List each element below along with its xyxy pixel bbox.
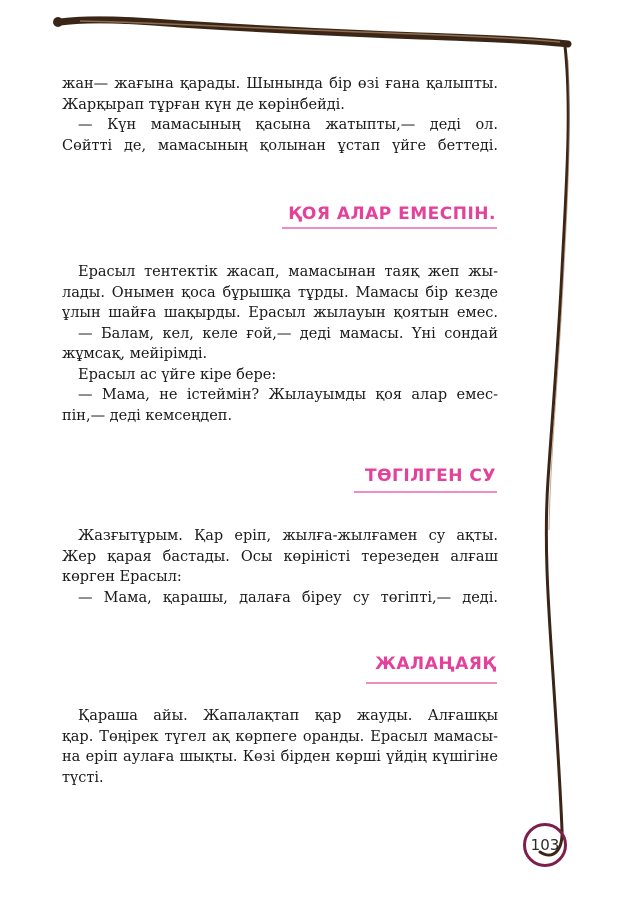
text-line: пін,— деді кемсеңдеп.: [62, 407, 233, 424]
text-line: ұлын шайға шақырды. Ерасыл жылауын қоятын емес.: [62, 305, 498, 321]
text-line: лады. Онымен қоса бұрышқа тұрды. Мамасы бір кезде: [62, 284, 498, 301]
text-line: қар. Төңірек түгел ақ көрпеге оранды. Ерасыл мамасы-: [62, 728, 498, 745]
text-line: түсті.: [62, 769, 104, 786]
text-line: Қараша айы. Жапалақтап қар жауды. Алғашқы: [78, 708, 498, 724]
text-line: Жарқырап тұрған күн де көрінбейді.: [62, 96, 345, 113]
text-line: жұмсақ, мейірімді.: [62, 346, 208, 362]
section-title: ЖАЛАҢАЯҚ: [375, 654, 496, 674]
side-stick: [546, 46, 568, 830]
title-underline: [354, 491, 497, 493]
section-title: ТӨГІЛГЕН СУ: [365, 466, 496, 486]
intro-paragraph: [62, 74, 498, 156]
text-line: Жазғытұрым. Қар еріп, жылға-жылғамен су ақты.: [78, 528, 498, 544]
title-underline: [366, 682, 497, 684]
title-underline: [282, 227, 497, 229]
page-number: 103: [523, 823, 567, 867]
section-title: ҚОЯ АЛАР ЕМЕСПІН.: [288, 204, 496, 224]
section-paragraph: [62, 262, 498, 426]
section-paragraph: [62, 526, 498, 608]
text-line: — Мама, не істеймін? Жылауымды қоя алар емес-: [78, 387, 498, 403]
text-line: Ерасыл тентектік жасап, мамасынан таяқ жеп жы-: [78, 264, 498, 280]
text-line: Ерасыл ас үйге кіре бере:: [78, 366, 277, 383]
text-line: Жер қарая бастады. Осы көріністі терезеден алғаш: [62, 548, 498, 565]
section-paragraph: [62, 706, 498, 788]
text-line: — Балам, кел, келе ғой,— деді мамасы. Үні сондай: [78, 325, 498, 342]
text-line: жан— жағына қарады. Шынында бір өзі ғана қалыпты.: [62, 76, 498, 92]
text-line: — Мама, қарашы, далаға біреу су төгіпті,— деді.: [78, 589, 498, 606]
text-line: Сөйтті де, мамасының қолынан ұстап үйге беттеді.: [62, 137, 498, 154]
text-line: — Күн мамасының қасына жатыпты,— деді ол.: [78, 117, 498, 133]
stick-knob: [53, 17, 63, 27]
text-line: на еріп аулаға шықты. Көзі бірден көрші үйдің күшігіне: [62, 749, 498, 765]
text-line: көрген Ерасыл:: [62, 569, 182, 585]
